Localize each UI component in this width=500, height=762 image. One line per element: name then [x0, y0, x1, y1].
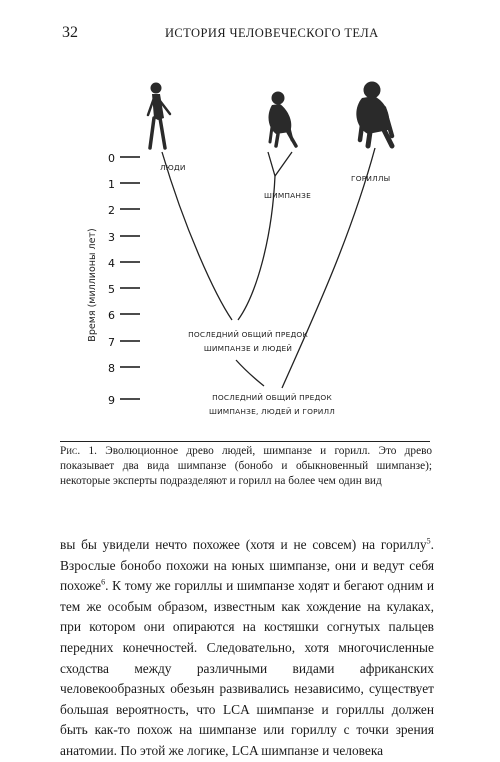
gorilla-branch: [282, 148, 375, 388]
tick-label: 1: [108, 178, 115, 191]
caption-divider: [60, 441, 430, 442]
figure-caption: [60, 444, 432, 489]
page-number: 32: [62, 24, 78, 41]
text-run: . К тому же гориллы и шимпанзе ходят и бегают одним и тем же особым образом, известным как хождение на кулаках, при котором они опираются на костяшки согнутых пальцев передних конечностей. Следовательно, хотя многочисленные сходства между различными видами африканских человекообразных обезьян развивались независимо, существует большая вероятность, что LCA шимпанзе и гориллы должен быть как-то похож на шимпанзе или гориллу с точки зрения анатомии. По этой же логике, LCA шимпанзе и человека: [60, 578, 434, 758]
tick-label: 2: [108, 204, 115, 217]
gorillas-label: ГОРИЛЛЫ: [351, 174, 391, 183]
footnote-ref[interactable]: 5: [426, 536, 431, 546]
hominin-stem-branch: [236, 360, 264, 386]
tick-label: 5: [108, 283, 115, 296]
caption-label: Рис. 1.: [60, 445, 97, 457]
tick-label: 4: [108, 257, 115, 270]
chimpanzee-figure-icon: [269, 92, 296, 146]
species-illustrations: [148, 82, 392, 148]
lca-chimp-human-label-line2: ШИМПАНЗЕ И ЛЮДЕЙ: [203, 344, 293, 353]
y-axis-title: Время (миллионы лет): [87, 228, 98, 342]
text-run: вы бы увидели нечто похожее (хотя и не совсем) на гориллу: [60, 537, 427, 552]
running-title: ИСТОРИЯ ЧЕЛОВЕЧЕСКОГО ТЕЛА: [165, 26, 379, 40]
time-axis: [108, 152, 140, 407]
tick-label: 0: [108, 152, 115, 165]
tick-label: 6: [108, 309, 115, 322]
human-branch: [162, 152, 232, 320]
lca-all-label-line1: ПОСЛЕДНИЙ ОБЩИЙ ПРЕДОК: [212, 393, 332, 402]
gorilla-figure-icon: [356, 82, 392, 146]
paragraph: [60, 535, 434, 762]
chimp-fork-branch: [268, 152, 292, 176]
tick-label: 3: [108, 231, 115, 244]
chimpanzees-label: ШИМПАНЗЕ: [264, 191, 311, 200]
tick-label: 8: [108, 362, 115, 375]
lca-all-label-line2: ШИМПАНЗЕ, ЛЮДЕЙ И ГОРИЛЛ: [208, 407, 336, 416]
tick-label: 9: [108, 394, 115, 407]
caption-text: Эволюционное древо людей, шимпанзе и горилл. Это древо показывает два вида шимпанзе (бонобо и обыкновенный шимпанзе); некоторые эксперты подразделяют и горилл на более чем один вид: [60, 445, 432, 487]
humans-label: ЛЮДИ: [160, 163, 186, 172]
text-run: . Взрослые бонобо похожи на юных шимпанзе, они и ведут себя похоже: [60, 537, 434, 594]
human-figure-icon: [148, 83, 170, 148]
tick-label: 7: [108, 336, 115, 349]
lca-chimp-human-label-line1: ПОСЛЕДНИЙ ОБЩИЙ ПРЕДОК: [188, 330, 308, 339]
body-text: [60, 535, 434, 762]
footnote-ref[interactable]: 6: [101, 577, 106, 587]
